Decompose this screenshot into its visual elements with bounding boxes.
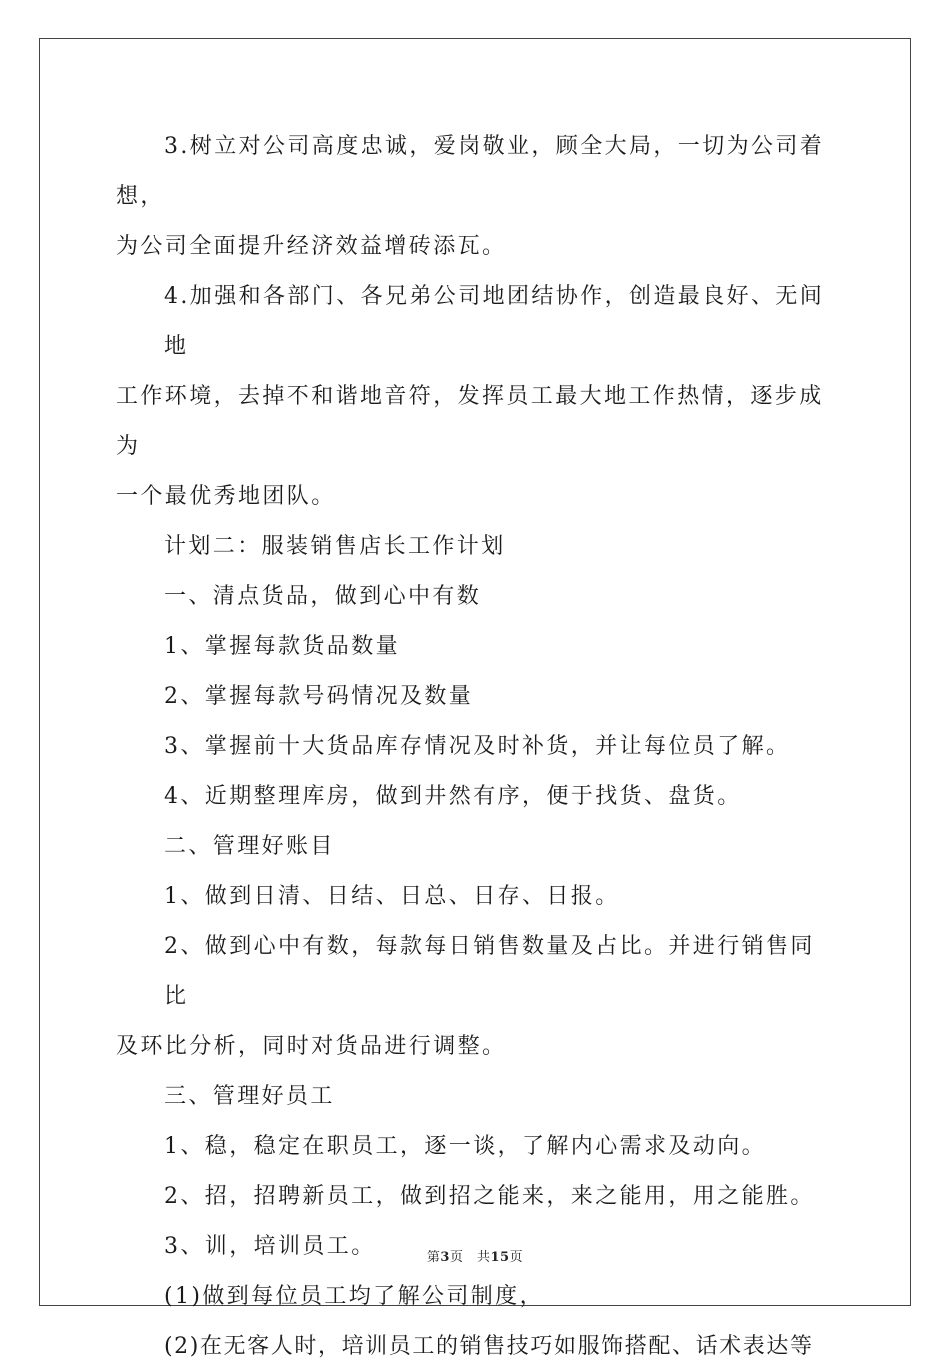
total-pages-number: 15 (490, 1250, 510, 1265)
text-line: 3.树立对公司高度忠诚，爱岗敬业，顾全大局，一切为公司着想， (116, 134, 825, 209)
sub-list-item: (1)做到每位员工均了解公司制度， (164, 1284, 544, 1309)
paragraph-2 (116, 272, 836, 522)
list-item: 3、掌握前十大货品库存情况及时补货，并让每位员了解。 (164, 734, 791, 759)
list-item: 3、训，培训员工。 (164, 1234, 376, 1259)
heading-one: 一、清点货品，做到心中有数 (164, 584, 482, 609)
list-item: 1、做到日清、日结、日总、日存、日报。 (164, 884, 620, 909)
text-line: 及环比分析，同时对货品进行调整。 (116, 1034, 507, 1059)
heading-two: 二、管理好账目 (164, 834, 335, 859)
heading-three: 三、管理好员工 (164, 1084, 335, 1109)
section-title-plan-two: 计划二：服装销售店长工作计划 (164, 534, 506, 559)
text-line: 为公司全面提升经济效益增砖添瓦。 (116, 234, 507, 259)
list-item: 2、招，招聘新员工，做到招之能来，来之能用，用之能胜。 (164, 1184, 815, 1209)
page-footer (0, 1246, 950, 1265)
sub-list-item: (2)在无客人时，培训员工的销售技巧如服饰搭配、话术表达等 (164, 1334, 814, 1359)
current-page-number: 3 (440, 1250, 450, 1265)
text-line: 工作环境，去掉不和谐地音符，发挥员工最大地工作热情，逐步成为 (116, 384, 824, 459)
list-item-multiline (116, 922, 836, 1072)
text-line: 一个最优秀地团队。 (116, 484, 336, 509)
list-item: 4、近期整理库房，做到井然有序，便于找货、盘货。 (164, 784, 742, 809)
list-item: 2、掌握每款号码情况及数量 (164, 684, 474, 709)
paragraph-1 (116, 122, 836, 272)
footer-suffix: 页 (509, 1250, 524, 1265)
document-body (116, 122, 836, 1372)
text-line: 2、做到心中有数，每款每日销售数量及占比。并进行销售同比 (164, 934, 815, 1009)
footer-mid: 页 共 (449, 1250, 491, 1265)
list-item: 1、掌握每款货品数量 (164, 634, 400, 659)
list-item: 1、稳，稳定在职员工，逐一谈，了解内心需求及动向。 (164, 1134, 766, 1159)
footer-prefix: 第 (426, 1250, 441, 1265)
text-line: 4.加强和各部门、各兄弟公司地团结协作，创造最良好、无间地 (164, 284, 825, 359)
